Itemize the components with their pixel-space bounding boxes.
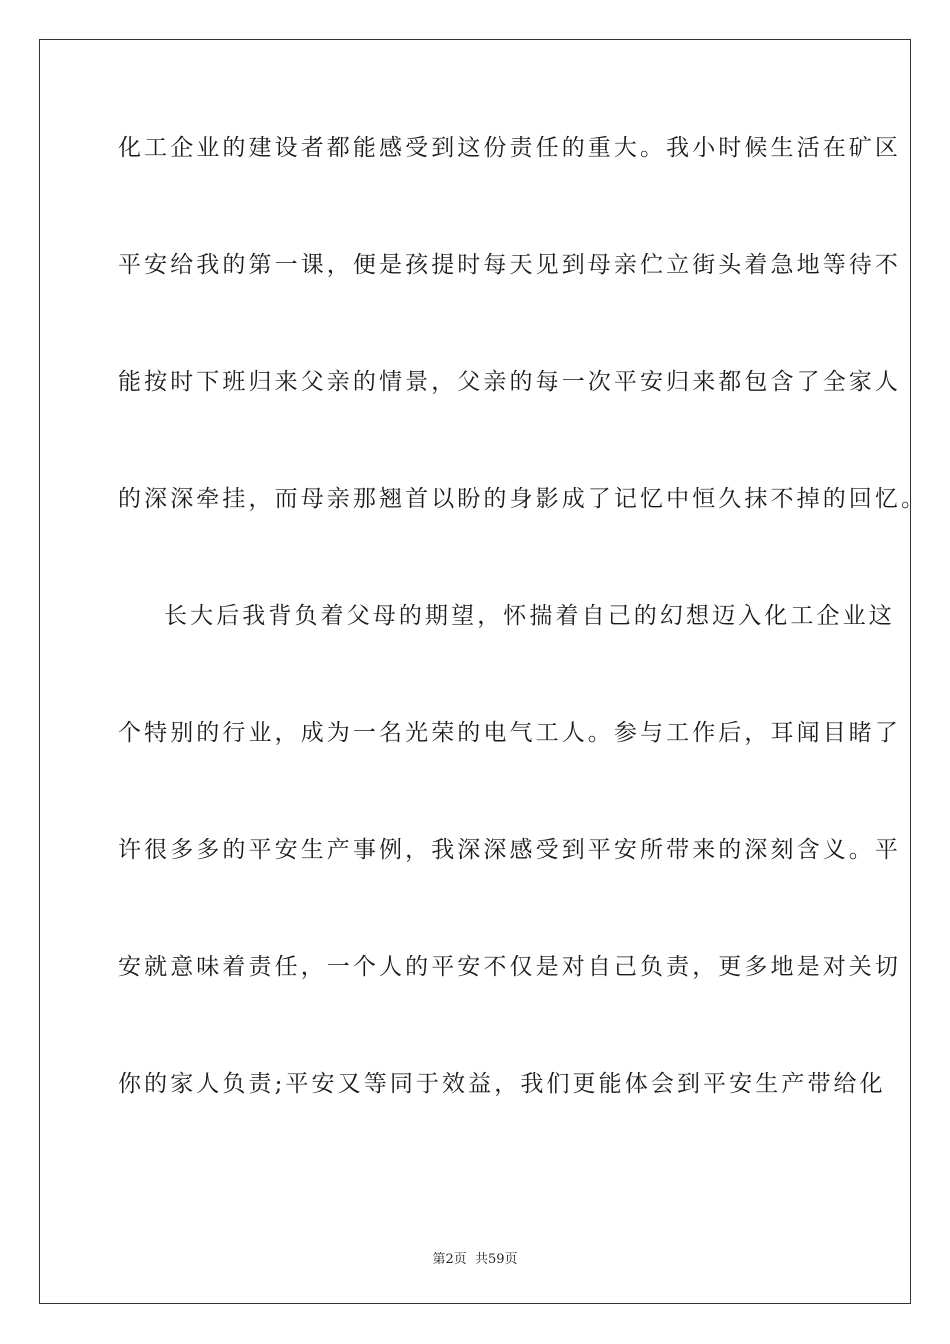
paragraph-line: 许很多多的平安生产事例，我深深感受到平安所带来的深刻含义。平	[118, 837, 901, 863]
page-border	[39, 39, 928, 1304]
page-total: 共59页	[474, 1252, 518, 1267]
paragraph-line: 长大后我背负着父母的期望，怀揣着自己的幻想迈入化工企业这	[164, 603, 895, 629]
paragraph-line: 个特别的行业，成为一名光荣的电气工人。参与工作后，耳闻目睹了	[118, 720, 901, 746]
paragraph-line: 化工企业的建设者都能感受到这份责任的重大。我小时候生活在矿区	[118, 135, 901, 161]
page-footer	[0, 1248, 950, 1267]
paragraph-line: 的深深牵挂，而母亲那翘首以盼的身影成了记忆中恒久抹不掉的回忆。	[118, 486, 928, 512]
paragraph-line: 能按时下班归来父亲的情景，父亲的每一次平安归来都包含了全家人	[118, 369, 901, 395]
page-number: 第2页	[432, 1252, 467, 1267]
paragraph-line: 你的家人负责;平安又等同于效益，我们更能体会到平安生产带给化	[118, 1071, 886, 1097]
paragraph-line: 平安给我的第一课，便是孩提时每天见到母亲伫立街头着急地等待不	[118, 252, 901, 278]
paragraph-line: 安就意味着责任，一个人的平安不仅是对自己负责，更多地是对关切	[118, 954, 901, 980]
